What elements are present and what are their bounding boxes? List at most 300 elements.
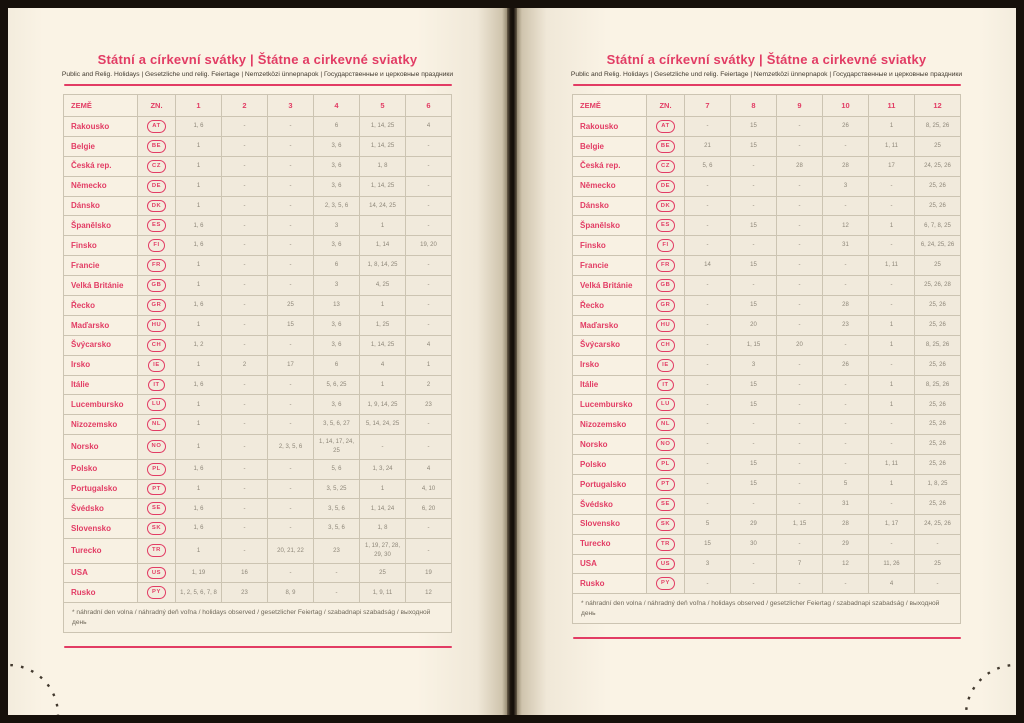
holiday-days-cell: 13 — [314, 296, 360, 316]
holiday-days-cell: - — [685, 335, 731, 355]
holiday-days-cell: 15 — [731, 475, 777, 495]
holiday-days-cell: 25 — [915, 554, 961, 574]
holiday-days-cell: 1, 3, 24 — [360, 459, 406, 479]
country-name: Španělsko — [64, 216, 138, 236]
table-row — [64, 136, 452, 156]
country-code-badge: CZ — [147, 160, 166, 173]
table-row — [64, 117, 452, 137]
country-name: USA — [64, 563, 138, 583]
holiday-days-cell: - — [685, 494, 731, 514]
holiday-days-cell: - — [823, 276, 869, 296]
column-header: 6 — [406, 95, 452, 117]
holiday-days-cell: 3, 5, 6, 27 — [314, 415, 360, 435]
country-code-cell — [138, 156, 176, 176]
holiday-days-cell: 1, 14, 25 — [360, 176, 406, 196]
column-header: 5 — [360, 95, 406, 117]
holiday-days-cell: - — [222, 276, 268, 296]
country-name: Řecko — [573, 296, 647, 316]
holiday-days-cell: - — [406, 216, 452, 236]
country-code-cell — [647, 554, 685, 574]
holiday-days-cell: 3, 5, 6 — [314, 499, 360, 519]
holiday-days-cell: 19 — [406, 563, 452, 583]
country-name: Česká rep. — [64, 156, 138, 176]
left-page — [8, 8, 507, 715]
holiday-days-cell: - — [823, 574, 869, 594]
holiday-days-cell: 1, 15 — [731, 335, 777, 355]
holiday-days-cell: - — [777, 216, 823, 236]
country-name: Finsko — [573, 236, 647, 256]
holiday-days-cell: 31 — [823, 494, 869, 514]
holiday-days-cell: - — [268, 415, 314, 435]
holiday-days-cell: 1 — [176, 315, 222, 335]
holiday-days-cell: 4 — [360, 355, 406, 375]
country-code-badge: DK — [656, 200, 676, 213]
country-name: Finsko — [64, 236, 138, 256]
country-code-cell — [647, 256, 685, 276]
country-name: Nizozemsko — [64, 415, 138, 435]
holiday-days-cell: - — [777, 276, 823, 296]
holiday-days-cell: - — [685, 296, 731, 316]
holiday-days-cell: - — [222, 136, 268, 156]
country-code-badge: GR — [656, 299, 676, 312]
country-name: Portugalsko — [64, 479, 138, 499]
country-name: Švýcarsko — [64, 335, 138, 355]
holiday-days-cell: - — [777, 455, 823, 475]
holiday-days-cell: 1 — [869, 335, 915, 355]
country-code-badge: SK — [147, 522, 166, 535]
country-code-badge: DE — [147, 180, 166, 193]
country-code-cell — [138, 216, 176, 236]
holiday-days-cell: - — [406, 415, 452, 435]
country-name: Švýcarsko — [573, 335, 647, 355]
table-row — [573, 256, 961, 276]
table-row — [573, 176, 961, 196]
country-code-badge: IE — [657, 359, 674, 372]
holiday-days-cell: 3, 6 — [314, 335, 360, 355]
table-row — [573, 574, 961, 594]
country-code-badge: PT — [147, 483, 166, 496]
holiday-days-cell: 1 — [869, 315, 915, 335]
country-name: Lucembursko — [573, 395, 647, 415]
holiday-days-cell: - — [222, 415, 268, 435]
holiday-days-cell: 3 — [731, 355, 777, 375]
holiday-days-cell: - — [222, 395, 268, 415]
table-row — [573, 395, 961, 415]
holiday-days-cell: 2, 3, 5, 6 — [268, 435, 314, 459]
country-code-cell — [647, 375, 685, 395]
holiday-days-cell: 1 — [176, 415, 222, 435]
country-code-cell — [138, 519, 176, 539]
country-code-cell — [647, 315, 685, 335]
column-header: 12 — [915, 95, 961, 117]
holiday-days-cell: 25, 26 — [915, 435, 961, 455]
holiday-days-cell: 25 — [915, 256, 961, 276]
country-code-badge: FR — [656, 259, 675, 272]
country-name: Irsko — [573, 355, 647, 375]
holiday-days-cell: 25, 26 — [915, 455, 961, 475]
holiday-days-cell: 25, 26 — [915, 494, 961, 514]
holiday-days-cell: 1 — [406, 355, 452, 375]
holiday-days-cell: 3, 6 — [314, 315, 360, 335]
table-row — [573, 534, 961, 554]
holiday-days-cell: - — [731, 276, 777, 296]
table-row — [64, 276, 452, 296]
country-code-badge: FR — [147, 259, 166, 272]
country-name: Francie — [573, 256, 647, 276]
column-header: 10 — [823, 95, 869, 117]
holiday-days-cell: 1 — [360, 375, 406, 395]
holiday-days-cell: - — [222, 216, 268, 236]
footnote: * náhradní den volna / náhradný deň voľna / holidays observed / gesetzlicher Feiertag / szabadnapi szabadság / выходной день — [573, 594, 961, 624]
holiday-days-cell: - — [777, 435, 823, 455]
table-row — [573, 296, 961, 316]
country-name: Rakousko — [573, 117, 647, 137]
country-name: Belgie — [64, 136, 138, 156]
holiday-days-cell: - — [314, 583, 360, 603]
holiday-days-cell: 1, 17 — [869, 514, 915, 534]
holiday-days-cell: 19, 20 — [406, 236, 452, 256]
holiday-days-cell: - — [268, 563, 314, 583]
holiday-days-cell: 8, 25, 26 — [915, 375, 961, 395]
holiday-days-cell: 3 — [685, 554, 731, 574]
country-code-cell — [647, 136, 685, 156]
country-code-cell — [138, 539, 176, 563]
country-code-badge: AT — [147, 120, 166, 133]
holiday-days-cell: 15 — [731, 256, 777, 276]
table-header-row — [64, 95, 452, 117]
holiday-days-cell: 1, 8 — [360, 519, 406, 539]
holiday-days-cell: 25, 26, 28 — [915, 276, 961, 296]
holiday-days-cell: - — [731, 554, 777, 574]
holiday-days-cell: - — [685, 117, 731, 137]
holiday-days-cell: - — [777, 296, 823, 316]
holiday-days-cell: 1 — [869, 117, 915, 137]
country-code-badge: HU — [656, 319, 676, 332]
column-header: 9 — [777, 95, 823, 117]
holiday-days-cell: - — [869, 415, 915, 435]
holiday-days-cell: 1, 2 — [176, 335, 222, 355]
holiday-days-cell: 23 — [222, 583, 268, 603]
table-row — [573, 117, 961, 137]
country-code-cell — [647, 415, 685, 435]
holiday-days-cell: - — [731, 574, 777, 594]
holiday-days-cell: - — [222, 519, 268, 539]
holiday-days-cell: 29 — [823, 534, 869, 554]
corner-perforation-arc — [954, 653, 1016, 715]
holiday-days-cell: 5 — [823, 475, 869, 495]
holiday-days-cell: - — [777, 196, 823, 216]
country-code-cell — [647, 276, 685, 296]
holiday-days-cell: 1 — [176, 256, 222, 276]
country-name: Slovensko — [64, 519, 138, 539]
holiday-days-cell: 17 — [268, 355, 314, 375]
holiday-days-cell: 1, 6 — [176, 236, 222, 256]
holiday-days-cell: 15 — [268, 315, 314, 335]
table-row — [573, 196, 961, 216]
holiday-days-cell: 3 — [314, 216, 360, 236]
holiday-days-cell: - — [222, 539, 268, 563]
holiday-days-cell: 25, 26 — [915, 296, 961, 316]
country-code-badge: CZ — [656, 160, 675, 173]
holiday-days-cell: 4 — [406, 117, 452, 137]
country-name: Německo — [64, 176, 138, 196]
holiday-days-cell: - — [406, 539, 452, 563]
country-name: Turecko — [64, 539, 138, 563]
holiday-days-cell: - — [777, 355, 823, 375]
holiday-days-cell: - — [731, 435, 777, 455]
country-name: Velká Británie — [573, 276, 647, 296]
holiday-days-cell: 1 — [176, 136, 222, 156]
country-code-cell — [138, 563, 176, 583]
country-name: Lucembursko — [64, 395, 138, 415]
holiday-days-cell: - — [406, 296, 452, 316]
holiday-days-cell: 1, 14, 25 — [360, 335, 406, 355]
holiday-days-cell: - — [268, 236, 314, 256]
country-code-cell — [138, 335, 176, 355]
holiday-days-cell: 1 — [176, 435, 222, 459]
holiday-days-cell: - — [731, 196, 777, 216]
holiday-days-cell: 4, 10 — [406, 479, 452, 499]
country-name: Nizozemsko — [573, 415, 647, 435]
country-code-cell — [647, 156, 685, 176]
holiday-days-cell: - — [268, 216, 314, 236]
holiday-days-cell: 6, 24, 25, 26 — [915, 236, 961, 256]
holiday-days-cell: - — [222, 459, 268, 479]
holiday-days-cell: 20, 21, 22 — [268, 539, 314, 563]
holiday-days-cell: 15 — [685, 534, 731, 554]
holiday-days-cell: - — [268, 256, 314, 276]
holiday-days-cell: 1, 15 — [777, 514, 823, 534]
country-code-badge: IT — [657, 379, 673, 392]
footnote: * náhradní den volna / náhradný deň voľna / holidays observed / gesetzlicher Feiertag / szabadnapi szabadság / выходной день — [64, 603, 452, 633]
footnote-row — [64, 603, 452, 633]
page-title: Státní a církevní svátky | Štátne a cirkevné sviatky — [97, 52, 418, 67]
holiday-days-cell: 3, 6 — [314, 395, 360, 415]
holiday-days-cell: - — [777, 395, 823, 415]
table-row — [64, 435, 452, 459]
country-code-badge: LU — [147, 398, 166, 411]
holiday-days-cell: 29 — [731, 514, 777, 534]
country-name: Dánsko — [64, 196, 138, 216]
holiday-days-cell: 1 — [176, 539, 222, 563]
country-code-cell — [138, 479, 176, 499]
country-code-cell — [647, 574, 685, 594]
table-row — [64, 296, 452, 316]
holiday-days-cell: - — [823, 136, 869, 156]
country-code-badge: DE — [656, 180, 675, 193]
column-header: ZN. — [138, 95, 176, 117]
holiday-days-cell: - — [777, 136, 823, 156]
holiday-days-cell: - — [685, 455, 731, 475]
holiday-days-cell: - — [823, 455, 869, 475]
column-header: 3 — [268, 95, 314, 117]
header-rule — [573, 84, 961, 86]
holiday-days-cell: 1 — [176, 276, 222, 296]
holiday-days-cell: 6 — [314, 355, 360, 375]
holiday-days-cell: - — [222, 375, 268, 395]
holiday-days-cell: - — [777, 494, 823, 514]
country-code-badge: PT — [656, 478, 675, 491]
country-name: Norsko — [573, 435, 647, 455]
holiday-days-cell: 15 — [731, 117, 777, 137]
country-code-cell — [647, 514, 685, 534]
holiday-days-cell: - — [869, 494, 915, 514]
holiday-days-cell: 3 — [823, 176, 869, 196]
holiday-days-cell: - — [777, 574, 823, 594]
holiday-days-cell: 25 — [268, 296, 314, 316]
holiday-days-cell: - — [731, 236, 777, 256]
holiday-days-cell: - — [685, 435, 731, 455]
holiday-days-cell: 5, 6 — [685, 156, 731, 176]
table-row — [64, 395, 452, 415]
table-row — [64, 216, 452, 236]
country-code-cell — [647, 475, 685, 495]
holiday-days-cell: - — [268, 395, 314, 415]
holiday-days-cell: - — [731, 415, 777, 435]
holiday-days-cell: - — [406, 156, 452, 176]
holiday-days-cell: - — [823, 196, 869, 216]
country-code-badge: PY — [147, 586, 166, 599]
holiday-days-cell: - — [731, 176, 777, 196]
country-name: Řecko — [64, 296, 138, 316]
holiday-days-cell: 15 — [731, 136, 777, 156]
holiday-days-cell: 23 — [314, 539, 360, 563]
country-code-cell — [647, 296, 685, 316]
holiday-days-cell: 1 — [360, 479, 406, 499]
table-row — [64, 335, 452, 355]
holiday-days-cell: 1 — [869, 395, 915, 415]
country-code-badge: GB — [656, 279, 676, 292]
holiday-days-cell: 6 — [314, 256, 360, 276]
holiday-days-cell: 1 — [176, 479, 222, 499]
country-code-cell — [647, 435, 685, 455]
holiday-days-cell: 14 — [685, 256, 731, 276]
table-row — [573, 236, 961, 256]
holiday-days-cell: 6, 7, 8, 25 — [915, 216, 961, 236]
holiday-days-cell: 1, 11 — [869, 136, 915, 156]
country-code-cell — [138, 196, 176, 216]
holiday-days-cell: - — [685, 355, 731, 375]
table-row — [64, 459, 452, 479]
column-header: 2 — [222, 95, 268, 117]
holiday-days-cell: 24, 25, 26 — [915, 514, 961, 534]
column-header: ZEMĚ — [573, 95, 647, 117]
country-code-cell — [138, 236, 176, 256]
holiday-days-cell: 1, 19, 27, 28, 29, 30 — [360, 539, 406, 563]
holiday-days-cell: 28 — [777, 156, 823, 176]
table-row — [573, 216, 961, 236]
holiday-days-cell: - — [869, 176, 915, 196]
holiday-days-cell: 21 — [685, 136, 731, 156]
holiday-days-cell: 28 — [823, 156, 869, 176]
country-code-badge: DK — [147, 200, 167, 213]
holiday-days-cell: 1, 25 — [360, 315, 406, 335]
holiday-days-cell: - — [268, 196, 314, 216]
country-code-cell — [647, 494, 685, 514]
country-name: Rakousko — [64, 117, 138, 137]
country-code-cell — [138, 256, 176, 276]
holiday-days-cell: 12 — [406, 583, 452, 603]
holiday-days-cell: 26 — [823, 355, 869, 375]
holiday-days-cell: - — [406, 196, 452, 216]
table-row — [64, 196, 452, 216]
country-code-cell — [647, 196, 685, 216]
country-name: Slovensko — [573, 514, 647, 534]
holiday-days-cell: 16 — [222, 563, 268, 583]
table-row — [573, 494, 961, 514]
holiday-days-cell: 1, 6 — [176, 296, 222, 316]
holiday-days-cell: 4, 25 — [360, 276, 406, 296]
holiday-days-cell: - — [222, 176, 268, 196]
holiday-days-cell: 3, 6 — [314, 176, 360, 196]
country-code-cell — [138, 136, 176, 156]
holiday-days-cell: - — [268, 156, 314, 176]
country-code-badge: ES — [147, 219, 166, 232]
holiday-days-cell: 1, 8, 25 — [915, 475, 961, 495]
footer-rule — [64, 646, 452, 648]
holiday-days-cell: - — [360, 435, 406, 459]
holiday-days-cell: 1 — [360, 296, 406, 316]
holiday-days-cell: 5, 6 — [314, 459, 360, 479]
holiday-days-cell: 1, 9, 11 — [360, 583, 406, 603]
holiday-days-cell: 1, 14, 24 — [360, 499, 406, 519]
holiday-days-cell: - — [823, 256, 869, 276]
holiday-days-cell: 28 — [823, 514, 869, 534]
holiday-days-cell: 2 — [222, 355, 268, 375]
country-name: Francie — [64, 256, 138, 276]
holiday-days-cell: 8, 25, 26 — [915, 117, 961, 137]
table-row — [64, 156, 452, 176]
table-row — [573, 475, 961, 495]
table-row — [64, 499, 452, 519]
holiday-days-cell: - — [406, 315, 452, 335]
country-code-badge: SE — [656, 498, 675, 511]
holidays-table-months-1-6 — [63, 94, 452, 633]
holiday-days-cell: - — [777, 236, 823, 256]
holiday-days-cell: 4 — [406, 335, 452, 355]
holiday-days-cell: 7 — [777, 554, 823, 574]
holiday-days-cell: - — [869, 196, 915, 216]
country-code-badge: TR — [656, 538, 675, 551]
holiday-days-cell: 8, 25, 26 — [915, 335, 961, 355]
holiday-days-cell: 3 — [314, 276, 360, 296]
table-row — [64, 176, 452, 196]
holiday-days-cell: - — [869, 296, 915, 316]
holiday-days-cell: 1, 6 — [176, 519, 222, 539]
country-name: Irsko — [64, 355, 138, 375]
holiday-days-cell: 1, 14, 25 — [360, 117, 406, 137]
table-row — [573, 375, 961, 395]
country-name: Česká rep. — [573, 156, 647, 176]
country-code-cell — [138, 583, 176, 603]
country-code-badge: HU — [147, 319, 167, 332]
holiday-days-cell: - — [731, 494, 777, 514]
country-name: USA — [573, 554, 647, 574]
holiday-days-cell: - — [406, 276, 452, 296]
table-row — [64, 519, 452, 539]
holiday-days-cell: 15 — [731, 455, 777, 475]
holiday-days-cell: - — [915, 574, 961, 594]
country-name: Polsko — [64, 459, 138, 479]
country-name: Turecko — [573, 534, 647, 554]
country-code-badge: AT — [656, 120, 675, 133]
column-header: ZEMĚ — [64, 95, 138, 117]
column-header: 4 — [314, 95, 360, 117]
holiday-days-cell: 15 — [731, 375, 777, 395]
country-code-badge: US — [656, 558, 675, 571]
column-header: 1 — [176, 95, 222, 117]
holiday-days-cell: 5 — [685, 514, 731, 534]
